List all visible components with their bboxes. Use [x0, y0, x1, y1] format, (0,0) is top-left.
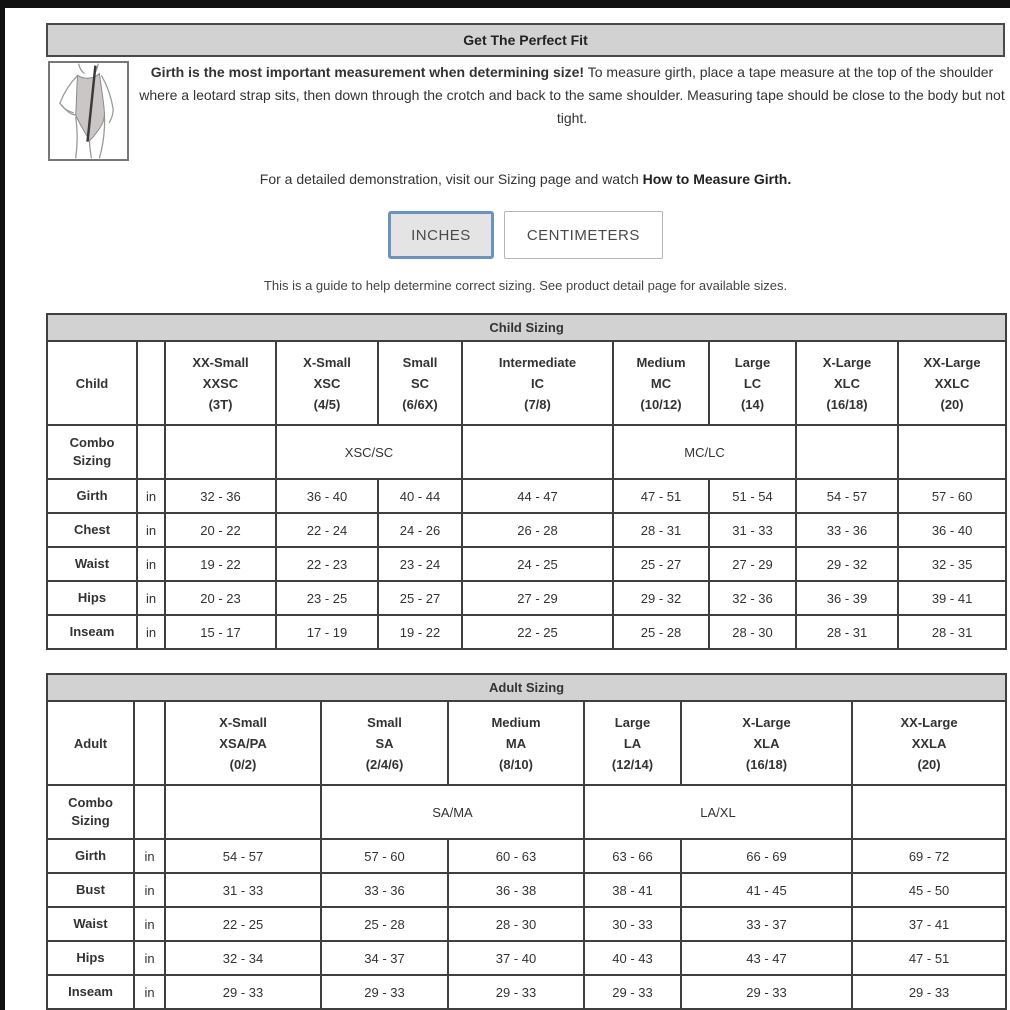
measurement-row: [47, 513, 1006, 547]
size-column-header: XX-Large XXLC (20): [898, 341, 1006, 425]
intro-body-text: To measure girth, place a tape measure at the top of the shoulder where a leotard strap sits, then down through the crotch and back to the same shoulder. Measuring tape should be close to the body but not tight.: [139, 64, 1005, 126]
size-range-cell: 36 - 39: [796, 581, 898, 615]
size-range-cell: 28 - 31: [898, 615, 1006, 649]
size-range-cell: 24 - 26: [378, 513, 462, 547]
measurement-row-label: Waist: [47, 907, 134, 941]
size-range-cell: 32 - 36: [709, 581, 796, 615]
size-range-cell: 22 - 25: [165, 907, 321, 941]
size-range-cell: 40 - 43: [584, 941, 681, 975]
combo-blank-cell: [165, 785, 321, 839]
unit-cell: in: [137, 479, 165, 513]
table-title: Adult Sizing: [47, 674, 1006, 701]
size-column-header: XX-Large XXLA (20): [852, 701, 1006, 785]
size-column-header: Medium MC (10/12): [613, 341, 709, 425]
size-range-cell: 36 - 40: [898, 513, 1006, 547]
size-range-cell: 23 - 25: [276, 581, 378, 615]
centimeters-button[interactable]: CENTIMETERS: [504, 211, 663, 259]
size-range-cell: 27 - 29: [462, 581, 613, 615]
size-range-cell: 37 - 41: [852, 907, 1006, 941]
table-corner-label: Child: [47, 341, 137, 425]
size-range-cell: 22 - 23: [276, 547, 378, 581]
size-range-cell: 19 - 22: [165, 547, 276, 581]
table-title-row: [47, 314, 1006, 341]
page-title: Get The Perfect Fit: [46, 23, 1005, 57]
size-range-cell: 29 - 33: [448, 975, 584, 1009]
measurement-row-label: Girth: [47, 479, 137, 513]
measurement-row: [47, 547, 1006, 581]
size-column-header: X-Small XSC (4/5): [276, 341, 378, 425]
size-range-cell: 47 - 51: [852, 941, 1006, 975]
size-range-cell: 22 - 25: [462, 615, 613, 649]
size-range-cell: 22 - 24: [276, 513, 378, 547]
combo-blank-cell: [852, 785, 1006, 839]
size-column-header: Large LC (14): [709, 341, 796, 425]
combo-span-cell: SA/MA: [321, 785, 584, 839]
unit-cell: in: [137, 615, 165, 649]
size-column-header: Small SA (2/4/6): [321, 701, 448, 785]
size-range-cell: 31 - 33: [165, 873, 321, 907]
combo-span-cell: MC/LC: [613, 425, 796, 479]
unit-cell: in: [134, 941, 165, 975]
measurement-row: [47, 941, 1006, 975]
intro-bold-text: Girth is the most important measurement when determining size!: [150, 64, 585, 80]
measurement-row-label: Hips: [47, 941, 134, 975]
combo-sizing-row: [47, 785, 1006, 839]
size-column-header: X-Small XSA/PA (0/2): [165, 701, 321, 785]
size-range-cell: 29 - 33: [321, 975, 448, 1009]
size-column-header: Small SC (6/6X): [378, 341, 462, 425]
size-range-cell: 30 - 33: [584, 907, 681, 941]
unit-cell: in: [137, 513, 165, 547]
size-range-cell: 28 - 30: [709, 615, 796, 649]
size-range-cell: 60 - 63: [448, 839, 584, 873]
size-range-cell: 32 - 35: [898, 547, 1006, 581]
measurement-row-label: Chest: [47, 513, 137, 547]
unit-cell: in: [134, 873, 165, 907]
size-range-cell: 32 - 34: [165, 941, 321, 975]
unit-column-blank: [137, 425, 165, 479]
size-range-cell: 45 - 50: [852, 873, 1006, 907]
size-range-cell: 25 - 28: [321, 907, 448, 941]
size-range-cell: 66 - 69: [681, 839, 852, 873]
combo-blank-cell: [165, 425, 276, 479]
size-range-cell: 38 - 41: [584, 873, 681, 907]
size-range-cell: 28 - 31: [613, 513, 709, 547]
unit-column-blank: [137, 341, 165, 425]
combo-sizing-label: Combo Sizing: [47, 785, 134, 839]
size-range-cell: 54 - 57: [165, 839, 321, 873]
measurement-row: [47, 873, 1006, 907]
size-range-cell: 34 - 37: [321, 941, 448, 975]
measurement-row-label: Girth: [47, 839, 134, 873]
size-range-cell: 29 - 32: [613, 581, 709, 615]
size-range-cell: 57 - 60: [321, 839, 448, 873]
size-column-header: X-Large XLA (16/18): [681, 701, 852, 785]
size-range-cell: 33 - 36: [321, 873, 448, 907]
size-range-cell: 40 - 44: [378, 479, 462, 513]
size-column-header: X-Large XLC (16/18): [796, 341, 898, 425]
size-range-cell: 29 - 33: [584, 975, 681, 1009]
size-range-cell: 39 - 41: [898, 581, 1006, 615]
demo-bold-text: How to Measure Girth.: [642, 171, 792, 187]
size-range-cell: 25 - 27: [613, 547, 709, 581]
adult-sizing-table: [46, 673, 1007, 1010]
size-range-cell: 29 - 33: [165, 975, 321, 1009]
size-guide-page: [46, 23, 1005, 1010]
size-range-cell: 29 - 32: [796, 547, 898, 581]
size-range-cell: 43 - 47: [681, 941, 852, 975]
size-range-cell: 28 - 31: [796, 615, 898, 649]
unit-column-blank: [134, 701, 165, 785]
size-range-cell: 37 - 40: [448, 941, 584, 975]
measurement-row-label: Inseam: [47, 975, 134, 1009]
size-range-cell: 25 - 27: [378, 581, 462, 615]
table-title-row: [47, 674, 1006, 701]
unit-cell: in: [137, 581, 165, 615]
size-range-cell: 69 - 72: [852, 839, 1006, 873]
size-range-cell: 33 - 37: [681, 907, 852, 941]
size-column-header: Medium MA (8/10): [448, 701, 584, 785]
inches-button[interactable]: INCHES: [388, 211, 494, 259]
size-range-cell: 36 - 38: [448, 873, 584, 907]
size-range-cell: 19 - 22: [378, 615, 462, 649]
size-range-cell: 47 - 51: [613, 479, 709, 513]
unit-cell: in: [134, 907, 165, 941]
table-corner-label: Adult: [47, 701, 134, 785]
measurement-row-label: Hips: [47, 581, 137, 615]
unit-cell: in: [134, 975, 165, 1009]
size-range-cell: 41 - 45: [681, 873, 852, 907]
size-header-row: [47, 341, 1006, 425]
size-range-cell: 23 - 24: [378, 547, 462, 581]
measurement-row: [47, 975, 1006, 1009]
girth-intro-section: [46, 61, 1005, 161]
table-title: Child Sizing: [47, 314, 1006, 341]
size-header-row: [47, 701, 1006, 785]
child-sizing-table: [46, 313, 1007, 650]
size-column-header: XX-Small XXSC (3T): [165, 341, 276, 425]
demo-line: [46, 171, 1005, 187]
unit-cell: in: [137, 547, 165, 581]
size-range-cell: 28 - 30: [448, 907, 584, 941]
size-range-cell: 57 - 60: [898, 479, 1006, 513]
measurement-row-label: Bust: [47, 873, 134, 907]
unit-cell: in: [134, 839, 165, 873]
combo-span-cell: XSC/SC: [276, 425, 462, 479]
measurement-row: [47, 581, 1006, 615]
size-range-cell: 32 - 36: [165, 479, 276, 513]
size-range-cell: 51 - 54: [709, 479, 796, 513]
leotard-girth-illustration: [48, 61, 129, 161]
demo-text: For a detailed demonstration, visit our Sizing page and watch: [259, 171, 643, 187]
size-column-header: Large LA (12/14): [584, 701, 681, 785]
girth-instructions: [129, 61, 1005, 130]
size-range-cell: 44 - 47: [462, 479, 613, 513]
unit-toggle: [46, 211, 1005, 259]
combo-sizing-label: Combo Sizing: [47, 425, 137, 479]
combo-blank-cell: [796, 425, 898, 479]
measurement-row: [47, 615, 1006, 649]
combo-span-cell: LA/XL: [584, 785, 852, 839]
size-range-cell: 29 - 33: [852, 975, 1006, 1009]
unit-column-blank: [134, 785, 165, 839]
top-border-bar: [0, 0, 1010, 8]
size-column-header: Intermediate IC (7/8): [462, 341, 613, 425]
size-range-cell: 63 - 66: [584, 839, 681, 873]
size-range-cell: 15 - 17: [165, 615, 276, 649]
size-range-cell: 20 - 23: [165, 581, 276, 615]
size-range-cell: 24 - 25: [462, 547, 613, 581]
measurement-row: [47, 907, 1006, 941]
size-range-cell: 36 - 40: [276, 479, 378, 513]
size-range-cell: 25 - 28: [613, 615, 709, 649]
combo-blank-cell: [462, 425, 613, 479]
size-range-cell: 17 - 19: [276, 615, 378, 649]
size-range-cell: 29 - 33: [681, 975, 852, 1009]
size-range-cell: 26 - 28: [462, 513, 613, 547]
measurement-row: [47, 479, 1006, 513]
measurement-row-label: Waist: [47, 547, 137, 581]
size-range-cell: 20 - 22: [165, 513, 276, 547]
combo-sizing-row: [47, 425, 1006, 479]
size-range-cell: 33 - 36: [796, 513, 898, 547]
size-range-cell: 27 - 29: [709, 547, 796, 581]
left-border-bar: [0, 8, 5, 1010]
sizing-guide-note: This is a guide to help determine correct sizing. See product detail page for available sizes.: [263, 278, 788, 293]
measurement-row: [47, 839, 1006, 873]
size-range-cell: 31 - 33: [709, 513, 796, 547]
measurement-row-label: Inseam: [47, 615, 137, 649]
combo-blank-cell: [898, 425, 1006, 479]
size-range-cell: 54 - 57: [796, 479, 898, 513]
